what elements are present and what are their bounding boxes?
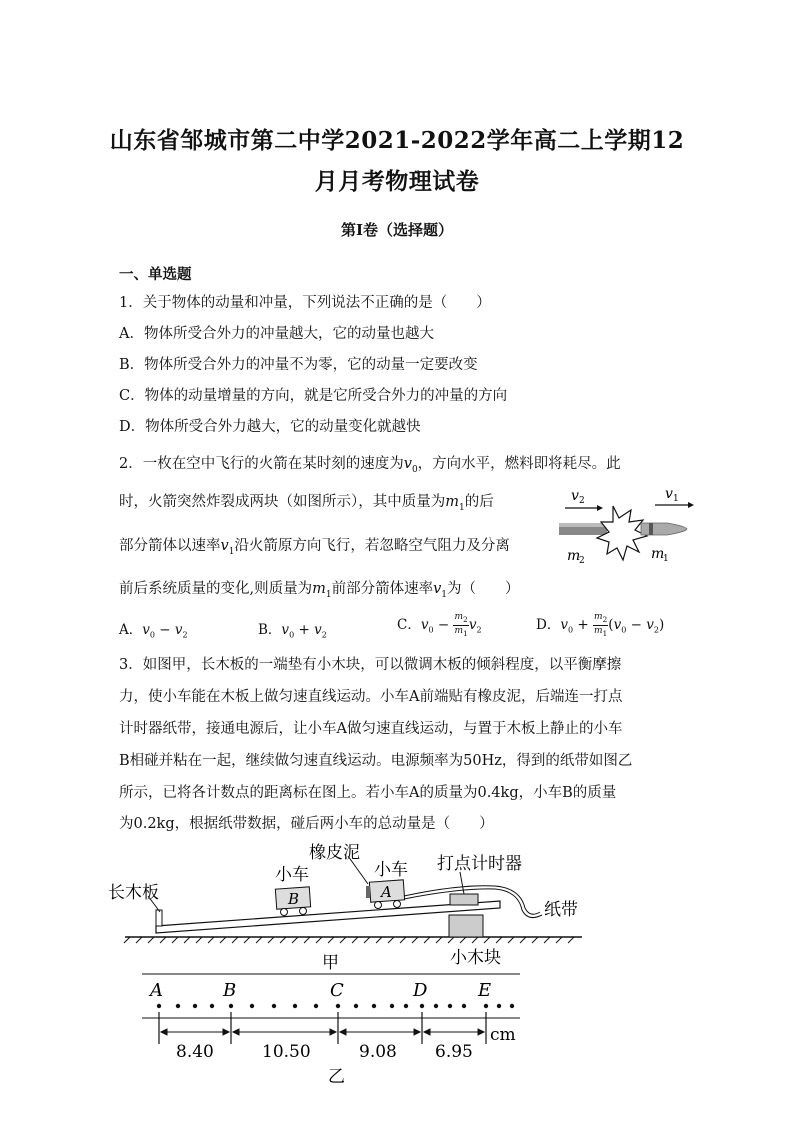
q1-stem: 1．关于物体的动量和冲量，下列说法不正确的是（ ） [119, 295, 491, 311]
distance-cd: 9.08 [359, 1042, 397, 1062]
front-body [641, 523, 687, 535]
svg-text:2: 2 [579, 496, 585, 506]
tape-point-b: B [223, 980, 237, 1001]
long-board [156, 901, 500, 933]
q2-line1: 2．一枚在空中飞行的火箭在某时刻的速度为$v_0$，方向水平，燃料即将耗尽。此 [119, 456, 621, 475]
m2-label [567, 548, 585, 566]
svg-text:m: m [651, 546, 665, 562]
svg-text:2: 2 [579, 556, 585, 566]
q2-option-d: D．$v_0$ + $\frac{m_2}{m_1}$ $(v_0 - v_2)$ [536, 612, 665, 638]
paper-title-line1: 山东省邹城市第二中学2021-2022学年高二上学期12 [109, 127, 685, 154]
putty [366, 886, 370, 898]
cart-a-letter: A [381, 883, 392, 901]
dimension-arrows [161, 1029, 484, 1035]
ground-hatch [124, 937, 574, 943]
q3-line2: 力，使小车能在木板上做匀速直线运动。小车A前端贴有橡皮泥，后端连一打点 [119, 689, 623, 705]
q2-line4: 前后系统质量的变化,则质量为$m_1$前部分箭体速率$v_1$为（ ） [119, 581, 520, 600]
tape-dots [157, 1004, 514, 1008]
tape-point-d: D [413, 980, 428, 1001]
q3-line5: 所示，已将各计数点的距离标在图上。若小车A的质量为0.4kg，小车B的质量 [119, 785, 617, 801]
q3-line4: B相碰并粘在一起，继续做匀速直线运动。电源频率为50Hz，得到的纸带如图乙 [119, 753, 633, 769]
tape-point-c: C [330, 980, 344, 1001]
q1-option-b: B．物体所受合外力的冲量不为零，它的动量一定要改变 [119, 357, 478, 373]
q3-line1: 3．如图甲，长木板的一端垫有小木块，可以微调木板的倾斜程度，以平衡摩擦 [119, 657, 622, 673]
distance-ab: 8.40 [176, 1042, 214, 1062]
tape-ticks [159, 1012, 486, 1044]
cart-a-label: 小车 [374, 860, 408, 880]
q2-line3: 部分箭体以速率$v_1$沿火箭原方向飞行，若忽略空气阻力及分离 [119, 538, 510, 557]
q2-option-b: B．$v_0 + v_2$ [258, 622, 327, 640]
block-label: 小木块 [450, 948, 501, 968]
m1-label [651, 546, 669, 564]
tape-label: 纸带 [544, 900, 578, 920]
distance-de: 6.95 [435, 1042, 473, 1062]
unit-cm: cm [490, 1025, 516, 1045]
rocket-figure [553, 484, 698, 574]
q2-line2: 时，火箭突然炸裂成两块（如图所示），其中质量为$m_1$的后 [119, 494, 494, 513]
svg-text:1: 1 [663, 554, 669, 564]
svg-text:v: v [665, 486, 673, 502]
cart-b-label: 小车 [275, 865, 309, 885]
q1-option-a: A．物体所受合外力的冲量越大，它的动量也越大 [119, 326, 434, 342]
q3-line6: 为0.2kg，根据纸带数据，碰后两小车的总动量是（ ） [119, 816, 494, 832]
part-title: 第I卷（选择题） [340, 221, 454, 239]
apparatus-figure [100, 838, 600, 973]
paper-title-line2: 月月考物理试卷 [314, 168, 480, 195]
putty-label: 橡皮泥 [309, 843, 360, 863]
q2-option-c: C．$v_0$ − $\frac{m_2}{m_1}$ $v_2$ [397, 612, 482, 638]
timer-device [450, 894, 478, 905]
q3-line3: 计时器纸带，接通电源后，让小车A做匀速直线运动，与置于木板上静止的小车 [119, 721, 623, 737]
board-label: 长木板 [108, 883, 159, 903]
q2-option-a: A．$v_0 - v_2$ [119, 622, 188, 640]
svg-text:1: 1 [673, 494, 679, 504]
figure-caption-jia: 甲 [322, 953, 339, 973]
wood-block [449, 915, 483, 937]
q1-option-d: D．物体所受合外力越大，它的动量变化就越快 [119, 419, 421, 435]
tape-point-e: E [478, 980, 492, 1001]
svg-text:m: m [567, 548, 581, 564]
v2-arrow-head [597, 505, 603, 511]
timer-label: 打点计时器 [437, 854, 522, 874]
board-stopper [156, 910, 162, 926]
v2-label [571, 488, 585, 506]
v1-arrow-head [688, 502, 694, 508]
distance-bc: 10.50 [262, 1042, 311, 1062]
svg-text:v: v [571, 488, 579, 504]
cart-b-letter: B [288, 890, 300, 908]
tape-figure [130, 972, 530, 1087]
tape-point-a: A [150, 980, 163, 1001]
q1-option-c: C．物体的动量增量的方向，就是它所受合外力的冲量的方向 [119, 388, 508, 404]
section-heading: 一、单选题 [119, 266, 192, 283]
figure-caption-yi: 乙 [328, 1067, 345, 1087]
v1-label [665, 486, 679, 504]
